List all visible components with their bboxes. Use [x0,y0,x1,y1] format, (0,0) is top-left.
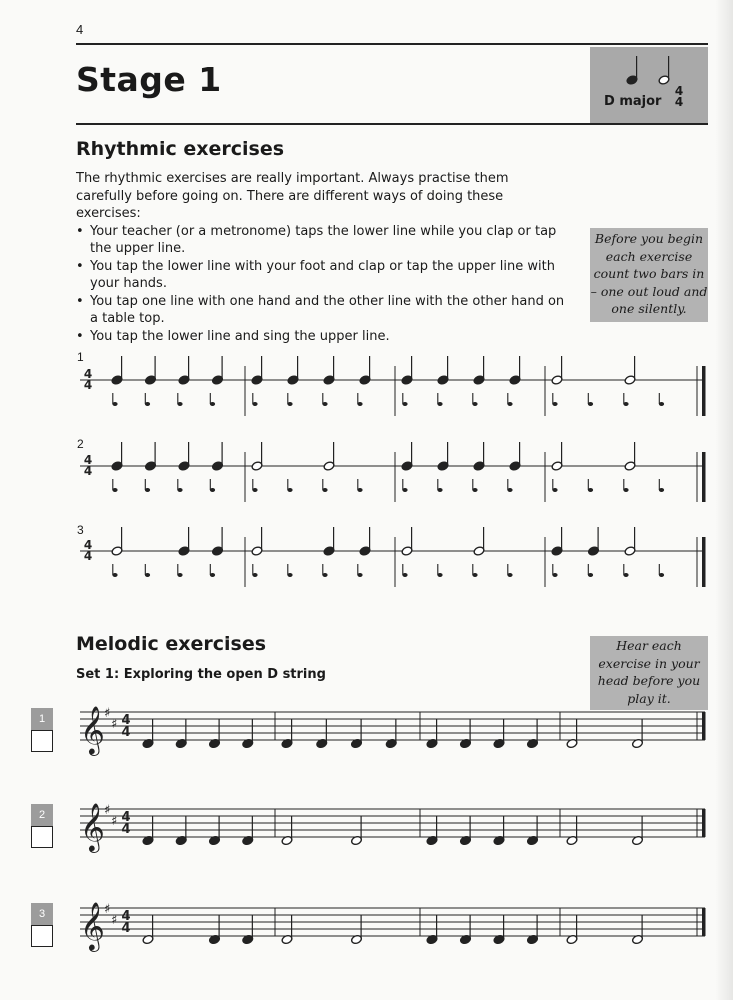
key-sharp-f: ♯ [104,706,111,721]
set-title: Set 1: Exploring the open D string [76,667,326,682]
melodic-heading: Melodic exercises [76,633,267,655]
page-number: 4 [76,22,84,37]
time-signature-bottom: 4 [121,725,131,740]
method-item: • You tap the lower line and sing the upper line. [76,328,566,346]
rhythm-exercise-number: 3 [77,523,84,537]
key-sharp-f: ♯ [104,902,111,917]
page-title: Stage 1 [76,60,222,99]
final-barline [702,908,706,936]
time-sig-bottom: 4 [674,95,684,109]
key-sharp-f: ♯ [104,803,111,818]
key-label: D major [604,94,662,109]
final-barline [702,452,706,502]
intro-paragraph: The rhythmic exercises are really important. Always practise them carefully before going on. There are different ways of doing these exercises: [76,171,509,221]
key-sharp-c: ♯ [111,814,118,829]
time-signature-bottom: 4 [83,464,93,478]
method-item: • You tap one line with one hand and the other line with the other hand on a table top. [76,293,566,328]
time-signature-bottom: 4 [121,921,131,936]
page-edge-shadow [715,0,733,1000]
key-sharp-c: ♯ [111,913,118,928]
treble-clef: 𝄞 [80,802,105,851]
time-signature-bottom: 4 [121,822,131,837]
time-signature-top: 4 [83,538,93,552]
final-barline [702,712,706,740]
time-signature-bottom: 4 [83,378,93,392]
time-signature-bottom: 4 [83,549,93,563]
melodic-exercise-number: 2 [31,804,53,826]
time-sig-top: 4 [674,84,684,98]
count-in-tip: Before you begin each exercise count two bars in – one out loud and one silently. [590,228,708,322]
method-item: • Your teacher (or a metronome) taps the lower line while you clap or tap the upper line. [76,223,566,258]
time-signature-top: 4 [121,810,131,825]
key-sharp-c: ♯ [111,717,118,732]
method-item: • You tap the lower line with your foot and clap or tap the upper line with your hands. [76,258,566,293]
time-signature-top: 4 [121,909,131,924]
final-barline [702,366,706,416]
rhythmic-heading: Rhythmic exercises [76,138,285,160]
treble-clef: 𝄞 [80,901,105,950]
melodic-exercise-number: 1 [31,708,53,730]
inner-hearing-tip: Hear each exercise in your head before you play it. [590,636,708,710]
time-signature-top: 4 [83,453,93,467]
final-barline [702,809,706,837]
time-signature-top: 4 [83,367,93,381]
treble-clef: 𝄞 [80,705,105,754]
final-barline [702,537,706,587]
rhythm-exercise-number: 1 [77,350,84,364]
time-signature-top: 4 [121,713,131,728]
rhythm-exercise-number: 2 [77,437,84,451]
melodic-exercise-number: 3 [31,903,53,925]
